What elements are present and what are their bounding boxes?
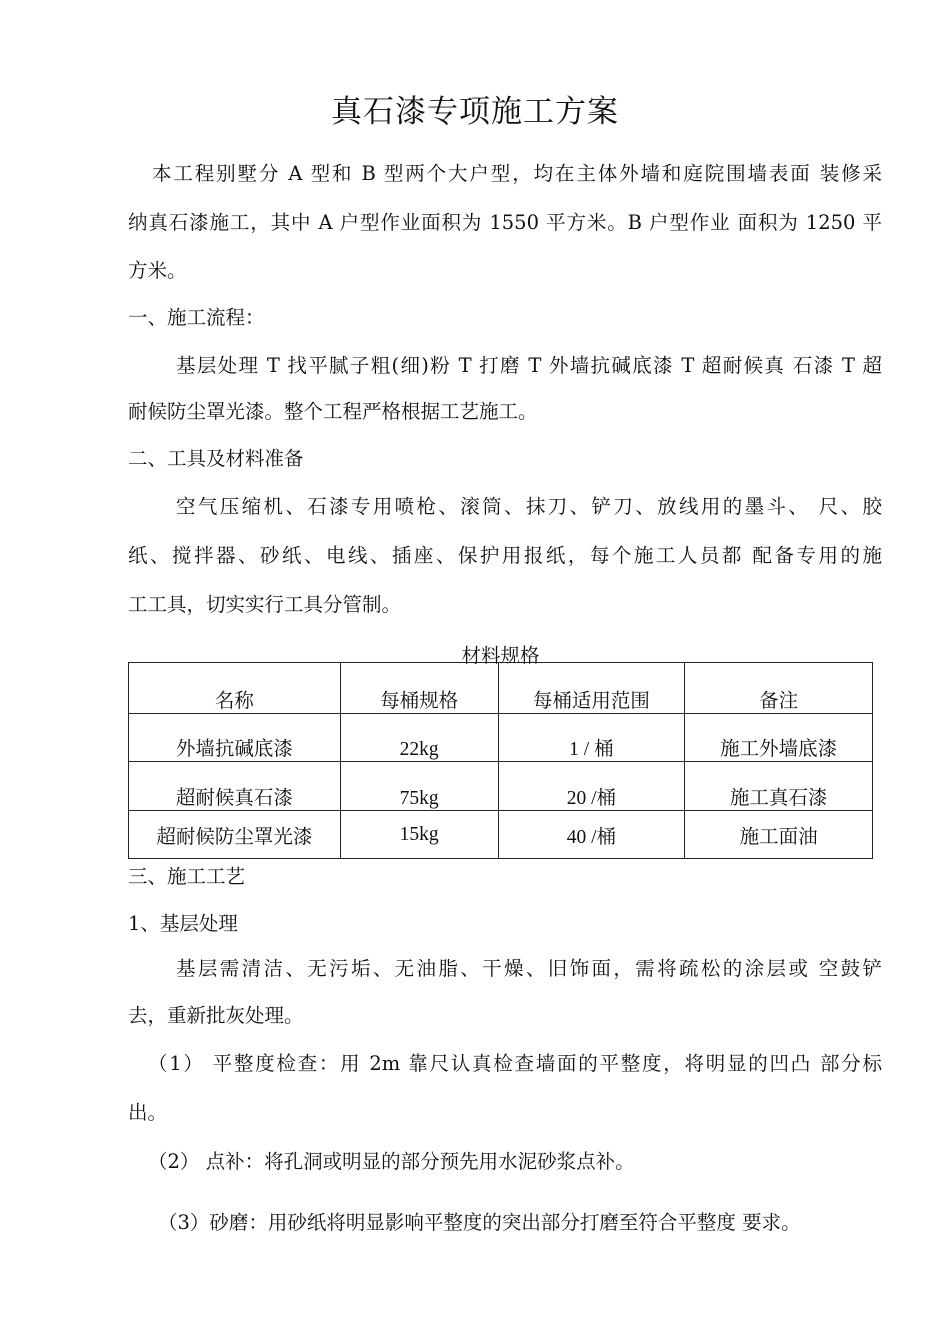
section1-heading: 一、施工流程： — [128, 306, 265, 329]
table-header-cell: 每桶适用范围 — [498, 663, 685, 714]
table-cell: 外墙抗碱底漆 — [129, 714, 341, 762]
section1-line-2: 耐候防尘罩光漆。整个工程严格根据工艺施工。 — [128, 400, 538, 423]
table-row — [129, 811, 873, 859]
table-cell: 40 /桶 — [498, 811, 685, 859]
section3-item1-line-1: （1） 平整度检查：用 2m 靠尺认真检查墙面的平整度，将明显的凹凸 部分标 — [148, 1052, 882, 1075]
table-header-cell: 每桶规格 — [340, 663, 498, 714]
section3-subheading: 1、基层处理 — [128, 912, 238, 935]
section3-item1-line-2: 出。 — [128, 1101, 168, 1124]
section3-heading: 三、施工工艺 — [128, 865, 246, 888]
table-cell: 75kg — [340, 762, 498, 811]
intro-line-1: 本工程别墅分 A 型和 B 型两个大户型，均在主体外墙和庭院围墙表面 装修采 — [152, 162, 882, 185]
table-header-cell: 名称 — [129, 663, 341, 714]
table-cell: 20 /桶 — [498, 762, 685, 811]
materials-table — [128, 662, 873, 859]
table-row — [129, 714, 873, 762]
table-cell: 施工面油 — [685, 811, 873, 859]
table-cell: 15kg — [340, 811, 498, 859]
intro-line-3: 方米。 — [128, 259, 187, 282]
table-cell: 施工真石漆 — [685, 762, 873, 811]
table-cell: 超耐候真石漆 — [129, 762, 341, 811]
intro-line-2: 纳真石漆施工，其中 A 户型作业面积为 1550 平方米。B 户型作业 面积为 1250 平 — [128, 211, 882, 234]
table-cell: 1 / 桶 — [498, 714, 685, 762]
section2-heading: 二、工具及材料准备 — [128, 447, 304, 470]
table-row — [129, 762, 873, 811]
table-header-row — [129, 663, 873, 714]
section3-para1-line-2: 去，重新批灰处理。 — [128, 1004, 304, 1027]
section2-line-1: 空气压缩机、石漆专用喷枪、滚筒、抹刀、铲刀、放线用的墨斗、 尺、胶 — [176, 495, 882, 518]
table-cell: 超耐候防尘罩光漆 — [129, 811, 341, 859]
section3-item3: （3）砂磨：用砂纸将明显影响平整度的突出部分打磨至符合平整度 要求。 — [158, 1211, 801, 1234]
section1-line-1: 基层处理 T 找平腻子粗(细)粉 T 打磨 T 外墙抗碱底漆 T 超耐候真 石漆 T 超 — [176, 354, 882, 377]
table-header-cell: 备注 — [685, 663, 873, 714]
section3-item2: （2） 点补：将孔洞或明显的部分预先用水泥砂浆点补。 — [148, 1150, 635, 1173]
section2-line-3: 工工具，切实实行工具分管制。 — [128, 593, 402, 616]
table-cell: 施工外墙底漆 — [685, 714, 873, 762]
section3-para1-line-1: 基层需清洁、无污垢、无油脂、干燥、旧饰面，需将疏松的涂层或 空鼓铲 — [176, 957, 882, 980]
table-caption: 材料规格 — [461, 644, 540, 667]
table-cell: 22kg — [340, 714, 498, 762]
page-title: 真石漆专项施工方案 — [331, 94, 619, 130]
section2-line-2: 纸、搅拌器、砂纸、电线、插座、保护用报纸，每个施工人员都 配备专用的施 — [128, 544, 882, 567]
